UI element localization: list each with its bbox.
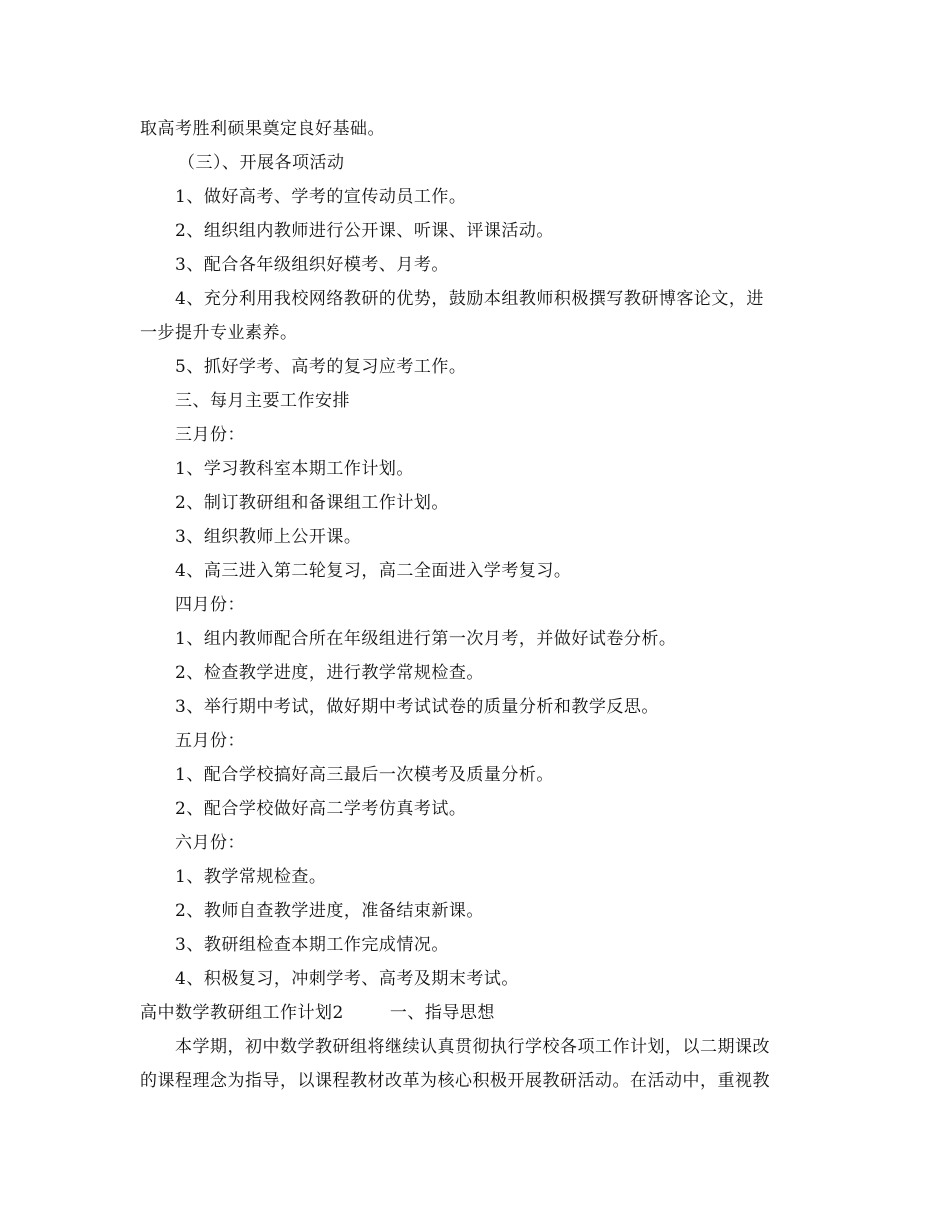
list-item: 2、组织组内教师进行公开课、听课、评课活动。 [175, 221, 554, 241]
list-item: 2、教师自查教学进度，准备结束新课。 [175, 901, 484, 921]
list-item: 3、举行期中考试，做好期中考试试卷的质量分析和教学反思。 [175, 697, 659, 717]
list-item: 1、组内教师配合所在年级组进行第一次月考，并做好试卷分析。 [175, 629, 677, 649]
list-item: 3、配合各年级组织好模考、月考。 [175, 255, 449, 275]
list-item: 3、教研组检查本期工作完成情况。 [175, 935, 449, 955]
list-item: 5、抓好学考、高考的复习应考工作。 [175, 357, 467, 377]
list-item: 3、组织教师上公开课。 [175, 527, 362, 547]
list-item: 2、配合学校做好高二学考仿真考试。 [175, 799, 467, 819]
month-heading: 四月份： [175, 595, 245, 615]
list-item: 1、做好高考、学考的宣传动员工作。 [175, 187, 467, 207]
list-item: 4、高三进入第二轮复习，高二全面进入学考复习。 [175, 561, 572, 581]
list-item: 1、教学常规检查。 [175, 867, 327, 887]
month-heading: 五月份： [175, 731, 245, 751]
paragraph-line: 的课程理念为指导，以课程教材改革为核心积极开展教研活动。在活动中，重视教 [140, 1071, 770, 1091]
document-heading-line [140, 1002, 820, 1024]
list-item: 4、积极复习，冲刺学考、高考及期末考试。 [175, 969, 519, 989]
paragraph-line: 一步提升专业素养。 [140, 323, 298, 343]
section-heading: 一、指导思想 [389, 1003, 495, 1023]
section-heading: （三）、开展各项活动 [178, 153, 345, 173]
list-item: 4、充分利用我校网络教研的优势，鼓励本组教师积极撰写教研博客论文，进 [175, 289, 764, 309]
month-heading: 六月份： [175, 833, 245, 853]
document-title: 高中数学教研组工作计划2 [140, 1003, 344, 1023]
paragraph-line: 本学期，初中数学教研组将继续认真贯彻执行学校各项工作计划，以二期课改 [175, 1037, 770, 1057]
list-item: 2、检查教学进度，进行教学常规检查。 [175, 663, 484, 683]
list-item: 2、制订教研组和备课组工作计划。 [175, 493, 449, 513]
list-item: 1、配合学校搞好高三最后一次模考及质量分析。 [175, 765, 554, 785]
section-heading: 三、每月主要工作安排 [175, 391, 350, 411]
paragraph-line: 取高考胜利硕果奠定良好基础。 [140, 119, 385, 139]
month-heading: 三月份： [175, 425, 245, 445]
list-item: 1、学习教科室本期工作计划。 [175, 459, 414, 479]
